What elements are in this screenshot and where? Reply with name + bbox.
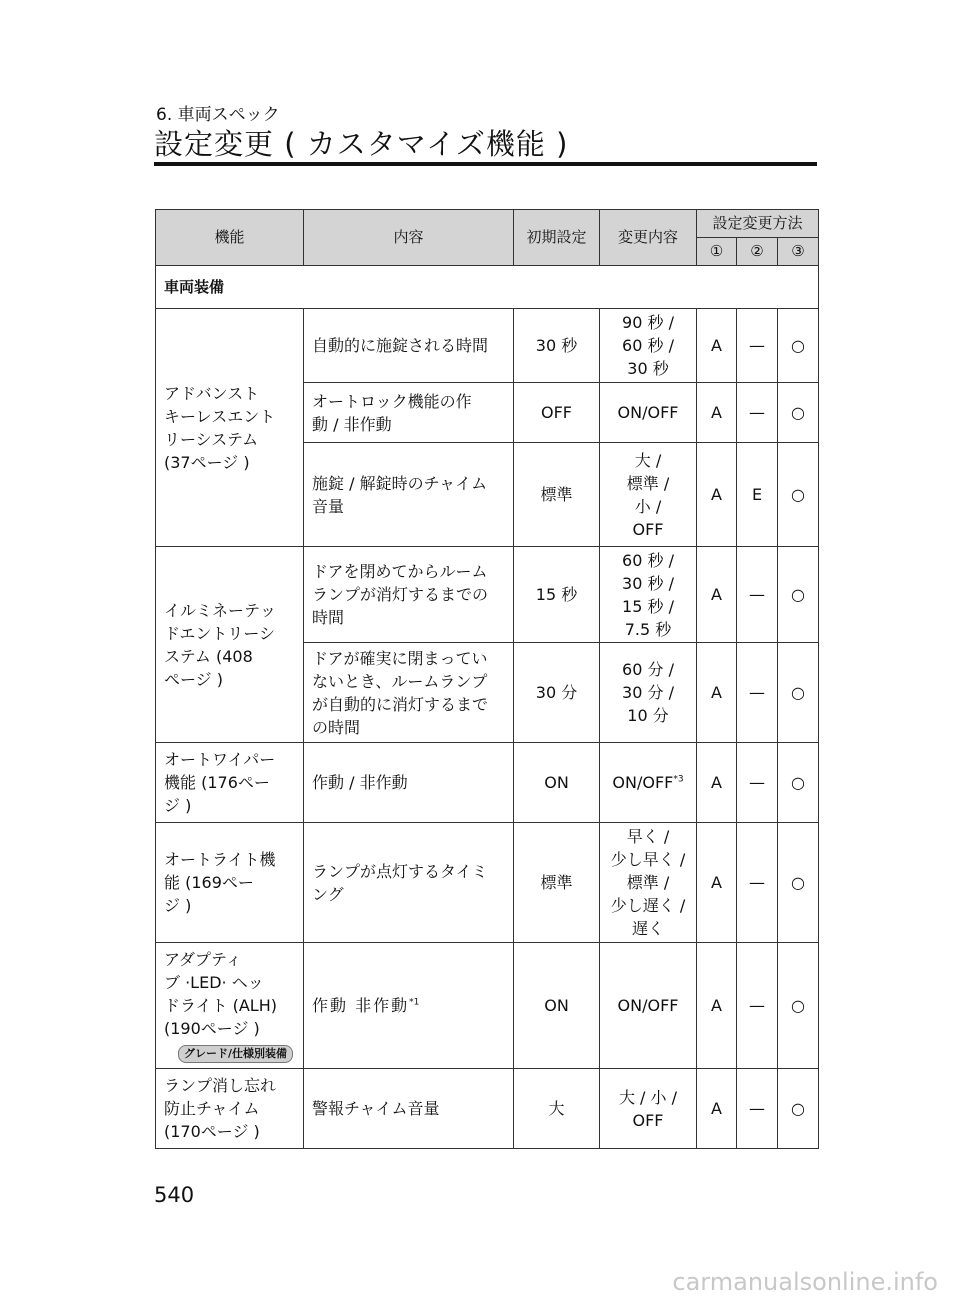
function-cell: ランプ消し忘れ 防止チャイム (170ページ ) xyxy=(156,1069,304,1149)
method-1-cell: A xyxy=(697,547,737,643)
title-underline xyxy=(154,162,817,166)
method-1-cell: A xyxy=(697,743,737,823)
grade-badge: グレード/仕様別装備 xyxy=(178,1045,293,1063)
change-cell: ON/OFF xyxy=(600,383,697,443)
table-row xyxy=(156,943,819,1069)
content-cell: オートロック機能の作 動 / 非作動 xyxy=(304,383,514,443)
page-title: 設定変更 ( カスタマイズ機能 ) xyxy=(154,127,569,161)
method-2-cell: — xyxy=(737,823,778,943)
method-3-cell: ○ xyxy=(778,643,819,743)
change-cell: ON/OFF xyxy=(600,943,697,1069)
method-3-cell: ○ xyxy=(778,443,819,547)
header-method: 設定変更方法 xyxy=(697,210,819,238)
method-2-cell: — xyxy=(737,383,778,443)
method-2-cell: — xyxy=(737,743,778,823)
table-row xyxy=(156,1069,819,1149)
method-1-cell: A xyxy=(697,943,737,1069)
method-1-cell: A xyxy=(697,443,737,547)
method-3-cell: ○ xyxy=(778,383,819,443)
initial-cell: 30 秒 xyxy=(514,309,600,383)
function-cell xyxy=(156,943,304,1069)
method-1-cell: A xyxy=(697,823,737,943)
change-cell: 90 秒 / 60 秒 / 30 秒 xyxy=(600,309,697,383)
change-cell: 早く / 少し早く / 標準 / 少し遅く / 遅く xyxy=(600,823,697,943)
watermark: carmanualsonline.info xyxy=(672,1268,938,1296)
function-cell: イルミネーテッ ドエントリーシ ステム (408 ページ ) xyxy=(156,547,304,743)
header-initial: 初期設定 xyxy=(514,210,600,266)
function-cell: オートライト機 能 (169ペー ジ ) xyxy=(156,823,304,943)
method-3-cell: ○ xyxy=(778,943,819,1069)
method-1-cell: A xyxy=(697,1069,737,1149)
initial-cell: 15 秒 xyxy=(514,547,600,643)
table-row xyxy=(156,823,819,943)
content-cell: 施錠 / 解錠時のチャイム 音量 xyxy=(304,443,514,547)
initial-cell: OFF xyxy=(514,383,600,443)
content-text: 作動 非作動 xyxy=(312,996,410,1015)
method-2-cell: E xyxy=(737,443,778,547)
content-cell: ランプが点灯するタイミ ング xyxy=(304,823,514,943)
method-1-cell: A xyxy=(697,643,737,743)
initial-cell: ON xyxy=(514,743,600,823)
method-3-cell: ○ xyxy=(778,1069,819,1149)
footnote-mark: *3 xyxy=(673,774,684,785)
change-cell: 60 秒 / 30 秒 / 15 秒 / 7.5 秒 xyxy=(600,547,697,643)
function-cell: アドバンスト キーレスエント リーシステム (37ページ ) xyxy=(156,309,304,547)
method-1-cell: A xyxy=(697,383,737,443)
footnote-mark: *1 xyxy=(409,997,420,1008)
change-cell xyxy=(600,743,697,823)
header-content: 内容 xyxy=(304,210,514,266)
method-2-cell: — xyxy=(737,643,778,743)
change-cell: 大 / 標準 / 小 / OFF xyxy=(600,443,697,547)
method-3-cell: ○ xyxy=(778,309,819,383)
function-cell: オートワイパー 機能 (176ペー ジ ) xyxy=(156,743,304,823)
method-3-cell: ○ xyxy=(778,743,819,823)
method-2-cell: — xyxy=(737,943,778,1069)
initial-cell: 大 xyxy=(514,1069,600,1149)
initial-cell: 標準 xyxy=(514,823,600,943)
method-1-cell: A xyxy=(697,309,737,383)
header-change: 変更内容 xyxy=(600,210,697,266)
group-label: 車両装備 xyxy=(156,266,819,309)
table-row xyxy=(156,309,819,383)
change-text: ON/OFF xyxy=(612,773,674,792)
method-3-cell: ○ xyxy=(778,547,819,643)
change-cell: 60 分 / 30 分 / 10 分 xyxy=(600,643,697,743)
header-function: 機能 xyxy=(156,210,304,266)
content-cell: 警報チャイム音量 xyxy=(304,1069,514,1149)
initial-cell: ON xyxy=(514,943,600,1069)
initial-cell: 標準 xyxy=(514,443,600,547)
content-cell: ドアを閉めてからルーム ランプが消灯するまでの 時間 xyxy=(304,547,514,643)
header-method-1: ① xyxy=(697,238,737,266)
content-cell: 自動的に施錠される時間 xyxy=(304,309,514,383)
method-3-cell: ○ xyxy=(778,823,819,943)
table-row xyxy=(156,547,819,643)
method-2-cell: — xyxy=(737,547,778,643)
customization-table xyxy=(155,209,819,1149)
header-method-3: ③ xyxy=(778,238,819,266)
method-2-cell: — xyxy=(737,309,778,383)
content-cell: 作動 / 非作動 xyxy=(304,743,514,823)
header-method-2: ② xyxy=(737,238,778,266)
method-2-cell: — xyxy=(737,1069,778,1149)
page-number: 540 xyxy=(154,1183,195,1207)
function-text: アダプティ ブ ·LED· ヘッ ドライト (ALH) (190ページ ) xyxy=(164,950,277,1038)
change-cell: 大 / 小 / OFF xyxy=(600,1069,697,1149)
initial-cell: 30 分 xyxy=(514,643,600,743)
content-cell xyxy=(304,943,514,1069)
table-row xyxy=(156,743,819,823)
content-cell: ドアが確実に閉まってい ないとき、ルームランプ が自動的に消灯するまで の時間 xyxy=(304,643,514,743)
section-heading: 6. 車両スペック xyxy=(156,105,280,125)
